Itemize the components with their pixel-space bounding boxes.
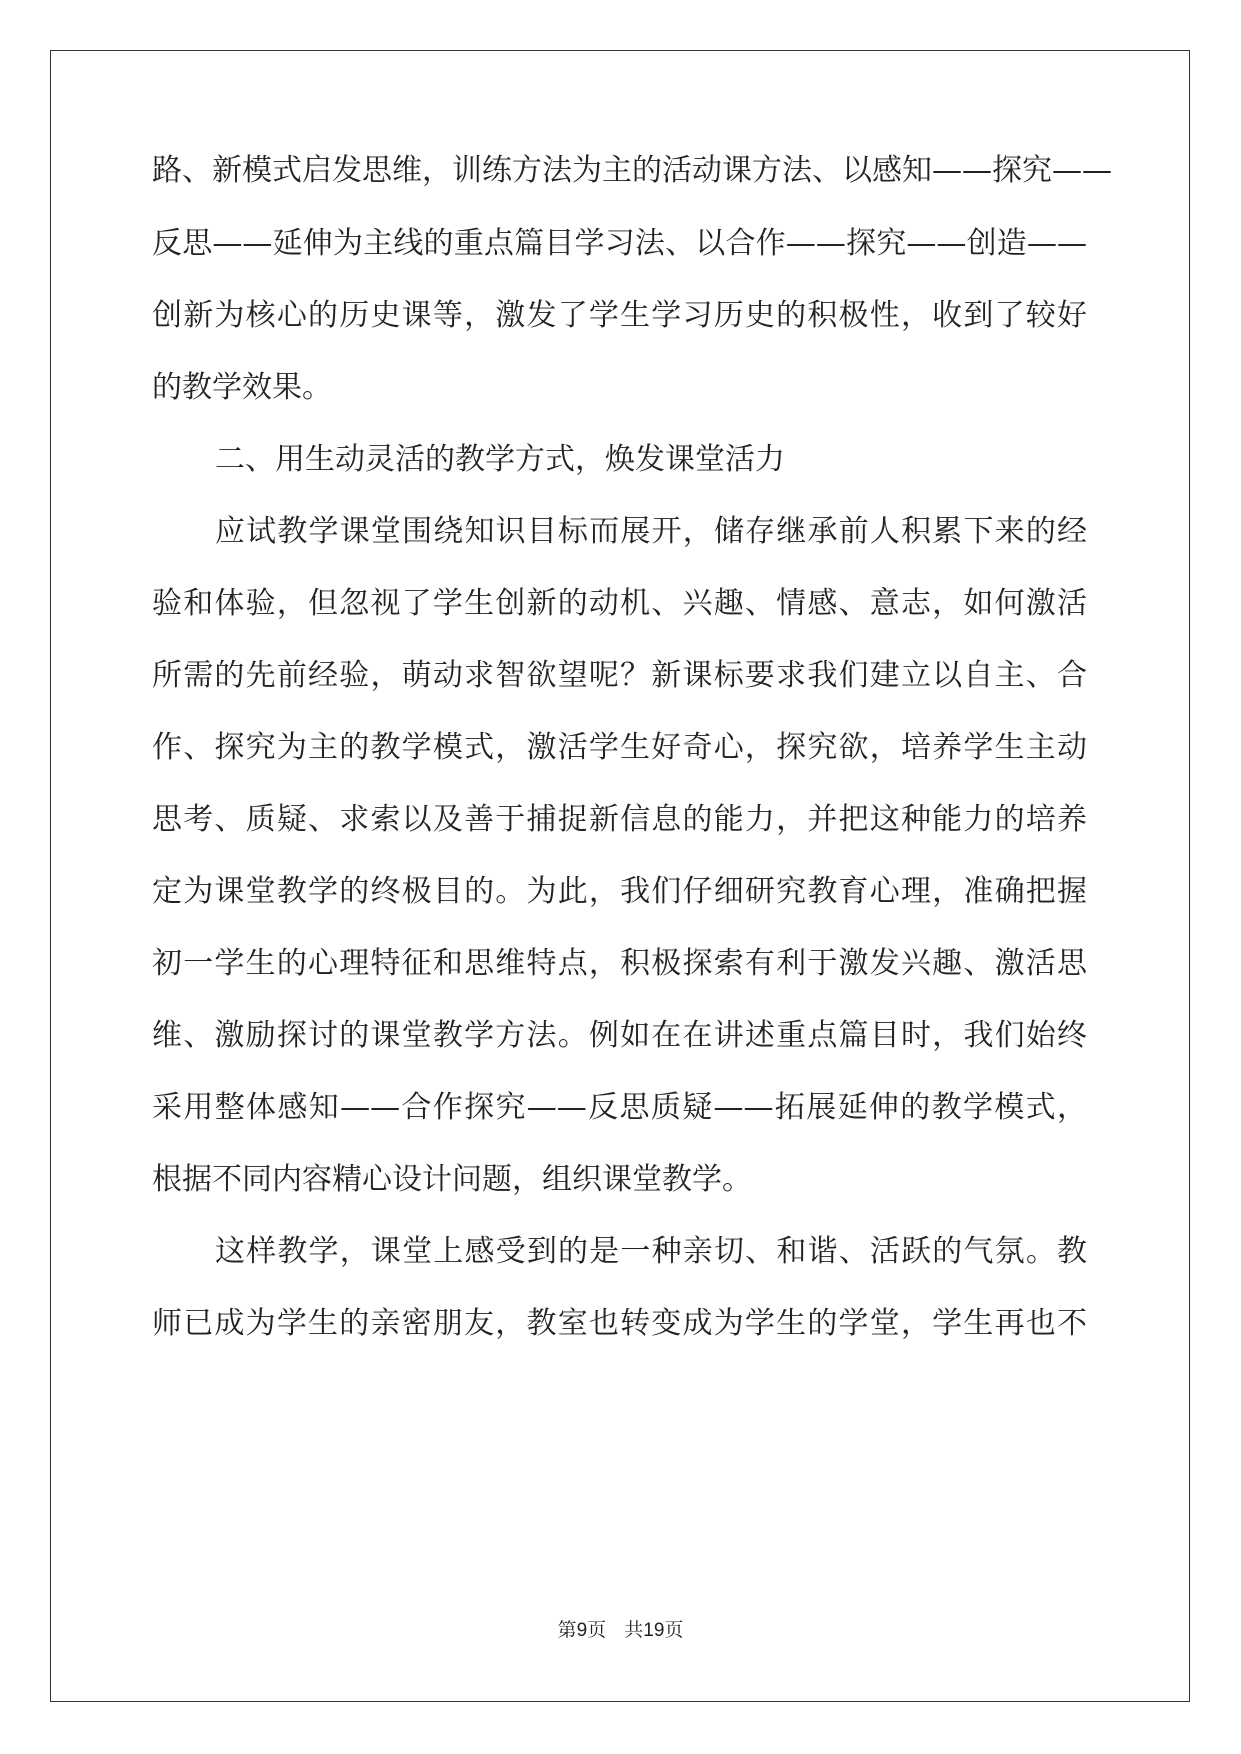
text-line: 验和体验，但忽视了学生创新的动机、兴趣、情感、意志，如何激活 [152,586,1087,621]
total-pages: 19 [643,1620,665,1641]
text-line: 定为课堂教学的终极目的。为此，我们仔细研究教育心理，准确把握 [152,874,1087,909]
page-suffix: 页 [587,1619,607,1641]
text-line: 维、激励探讨的课堂教学方法。例如在在讲述重点篇目时，我们始终 [152,1018,1087,1053]
text-line: 创新为核心的历史课等，激发了学生学习历史的积极性，收到了较好 [152,298,1087,333]
text-line: 所需的先前经验，萌动求智欲望呢？新课标要求我们建立以自主、合 [152,658,1087,693]
text-line: 反思——延伸为主线的重点篇目学习法、以合作——探究——创造—— [152,226,1087,261]
text-line: 这样教学，课堂上感受到的是一种亲切、和谐、活跃的气氛。教 [215,1234,1087,1269]
text-line: 的教学效果。 [152,370,332,405]
text-line: 初一学生的心理特征和思维特点，积极探索有利于激发兴趣、激活思 [152,946,1087,981]
section-heading: 二、用生动灵活的教学方式，焕发课堂活力 [215,442,785,477]
text-line: 路、新模式启发思维，训练方法为主的活动课方法、以感知——探究—— [152,153,1112,188]
text-line: 思考、质疑、求索以及善于捕捉新信息的能力，并把这种能力的培养 [152,802,1087,837]
page-number: 9 [576,1620,588,1641]
text-line: 应试教学课堂围绕知识目标而展开，储存继承前人积累下来的经 [215,514,1087,549]
page-prefix: 第 [557,1619,577,1641]
page-footer [0,1618,1241,1643]
text-line: 作、探究为主的教学模式，激活学生好奇心，探究欲，培养学生主动 [152,730,1087,765]
text-line: 根据不同内容精心设计问题，组织课堂教学。 [152,1162,752,1197]
text-line: 师已成为学生的亲密朋友，教室也转变成为学生的学堂，学生再也不 [152,1306,1087,1341]
total-suffix: 页 [664,1619,684,1641]
text-line: 采用整体感知——合作探究——反思质疑——拓展延伸的教学模式， [152,1090,1087,1125]
total-prefix: 共 [624,1619,644,1641]
